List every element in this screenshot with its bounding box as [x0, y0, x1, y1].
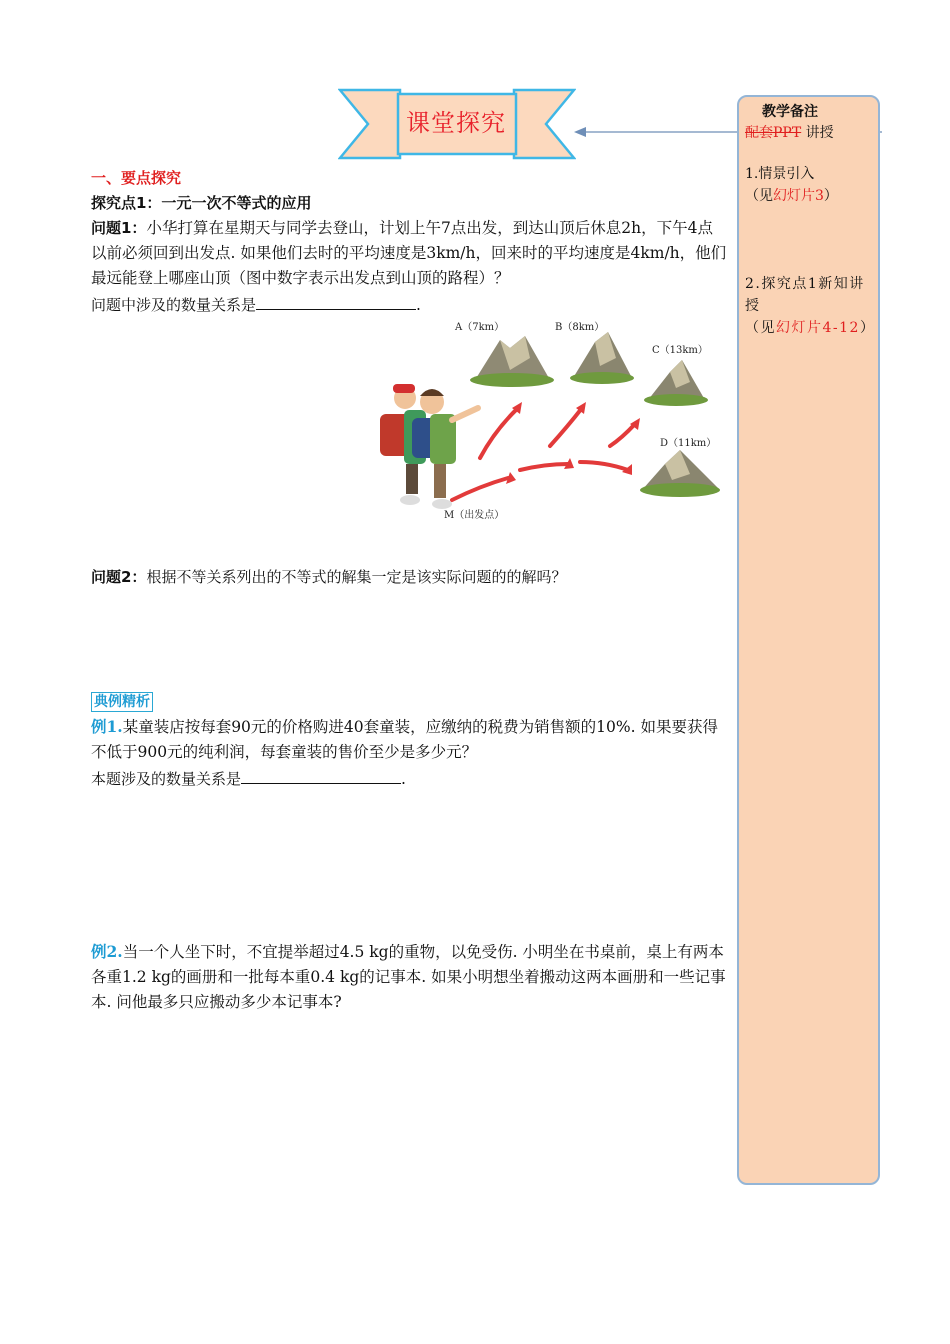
example-1	[91, 714, 727, 765]
ex1-relation	[91, 765, 727, 792]
side-item-1-open: （见	[745, 188, 773, 204]
label-d: D（11km）	[660, 438, 717, 449]
ex2-label: 例2.	[91, 942, 123, 961]
label-a: A（7km）	[455, 322, 505, 333]
answer-blank[interactable]	[256, 291, 416, 310]
side-sub-b: PPT	[773, 125, 802, 141]
side-item-2-open: （见	[745, 320, 776, 336]
label-b: B（8km）	[555, 322, 605, 333]
mountain-d	[640, 450, 720, 497]
q1-relation-text: 问题中涉及的数量关系是	[91, 296, 257, 314]
point-title: 探究点1：一元一次不等式的应用	[91, 194, 312, 212]
label-c: C（13km）	[652, 345, 708, 356]
q1-relation	[91, 291, 727, 318]
question-1	[91, 216, 727, 291]
ex1-text: 某童装店按每套90元的价格购进40套童装，应缴纳的税费为销售额的10%. 如果要获得不低于900元的纯利润，每套童装的售价至少是多少元？	[91, 718, 718, 761]
teaching-notes-panel	[737, 95, 880, 1185]
hikers-illustration	[380, 384, 478, 509]
mountain-figure	[360, 318, 730, 530]
q2-label: 问题2：	[91, 568, 147, 586]
side-item-2-title: 2.探究点1新知讲授	[745, 276, 865, 314]
side-title: 教学备注	[762, 104, 818, 120]
side-item-1	[745, 163, 877, 207]
question-2	[91, 565, 727, 590]
side-item-1-ref: 幻灯片3	[773, 188, 824, 204]
side-item-2-ref: 幻灯片4-12	[776, 320, 860, 336]
route-arrowheads	[506, 402, 640, 484]
q1-text: 小华打算在星期天与同学去登山，计划上午7点出发，到达山顶后休息2h，下午4点以前必须回到出发点. 如果他们去时的平均速度是3km/h，回来时的平均速度是4km/h，他们最远能登上哪座山顶（图中数字表示出发点到山顶的路程）？	[91, 219, 727, 287]
side-sub-a: 配套	[745, 125, 773, 141]
ex2-text: 当一个人坐下时，不宜提举超过4.5 kg的重物，以免受伤. 小明坐在书桌前，桌上有两本各重1.2 kg的画册和一批每本重0.4 kg的记事本. 如果小明想坐着搬动这两本画册和一些记事本. 问他最多只应搬动多少本记事本?	[91, 943, 726, 1011]
answer-blank[interactable]	[241, 765, 401, 784]
banner-title: 课堂探究	[406, 109, 506, 137]
route-arrows	[452, 408, 635, 500]
label-m: M（出发点）	[444, 510, 505, 521]
examples-tag: 典例精析	[91, 692, 153, 712]
mountain-c	[644, 360, 708, 406]
mountain-a	[470, 336, 554, 387]
section-title: 一、要点探究	[91, 169, 182, 187]
example-2	[91, 939, 727, 1015]
ex1-relation-text: 本题涉及的数量关系是	[91, 770, 242, 788]
side-item-2-close: ）	[859, 320, 876, 336]
q2-text: 根据不等关系列出的不等式的解集一定是该实际问题的的解吗？	[146, 568, 567, 586]
side-item-1-title: 1.情景引入	[745, 166, 815, 182]
period: .	[401, 770, 406, 788]
ex1-label: 例1.	[91, 717, 123, 736]
side-subtitle	[745, 122, 834, 142]
mountain-b	[570, 332, 634, 384]
side-sub-c: 讲授	[805, 125, 834, 141]
q1-label: 问题1：	[91, 219, 147, 237]
side-item-1-close: ）	[823, 188, 838, 204]
period: .	[416, 296, 421, 314]
side-item-2	[745, 273, 877, 339]
